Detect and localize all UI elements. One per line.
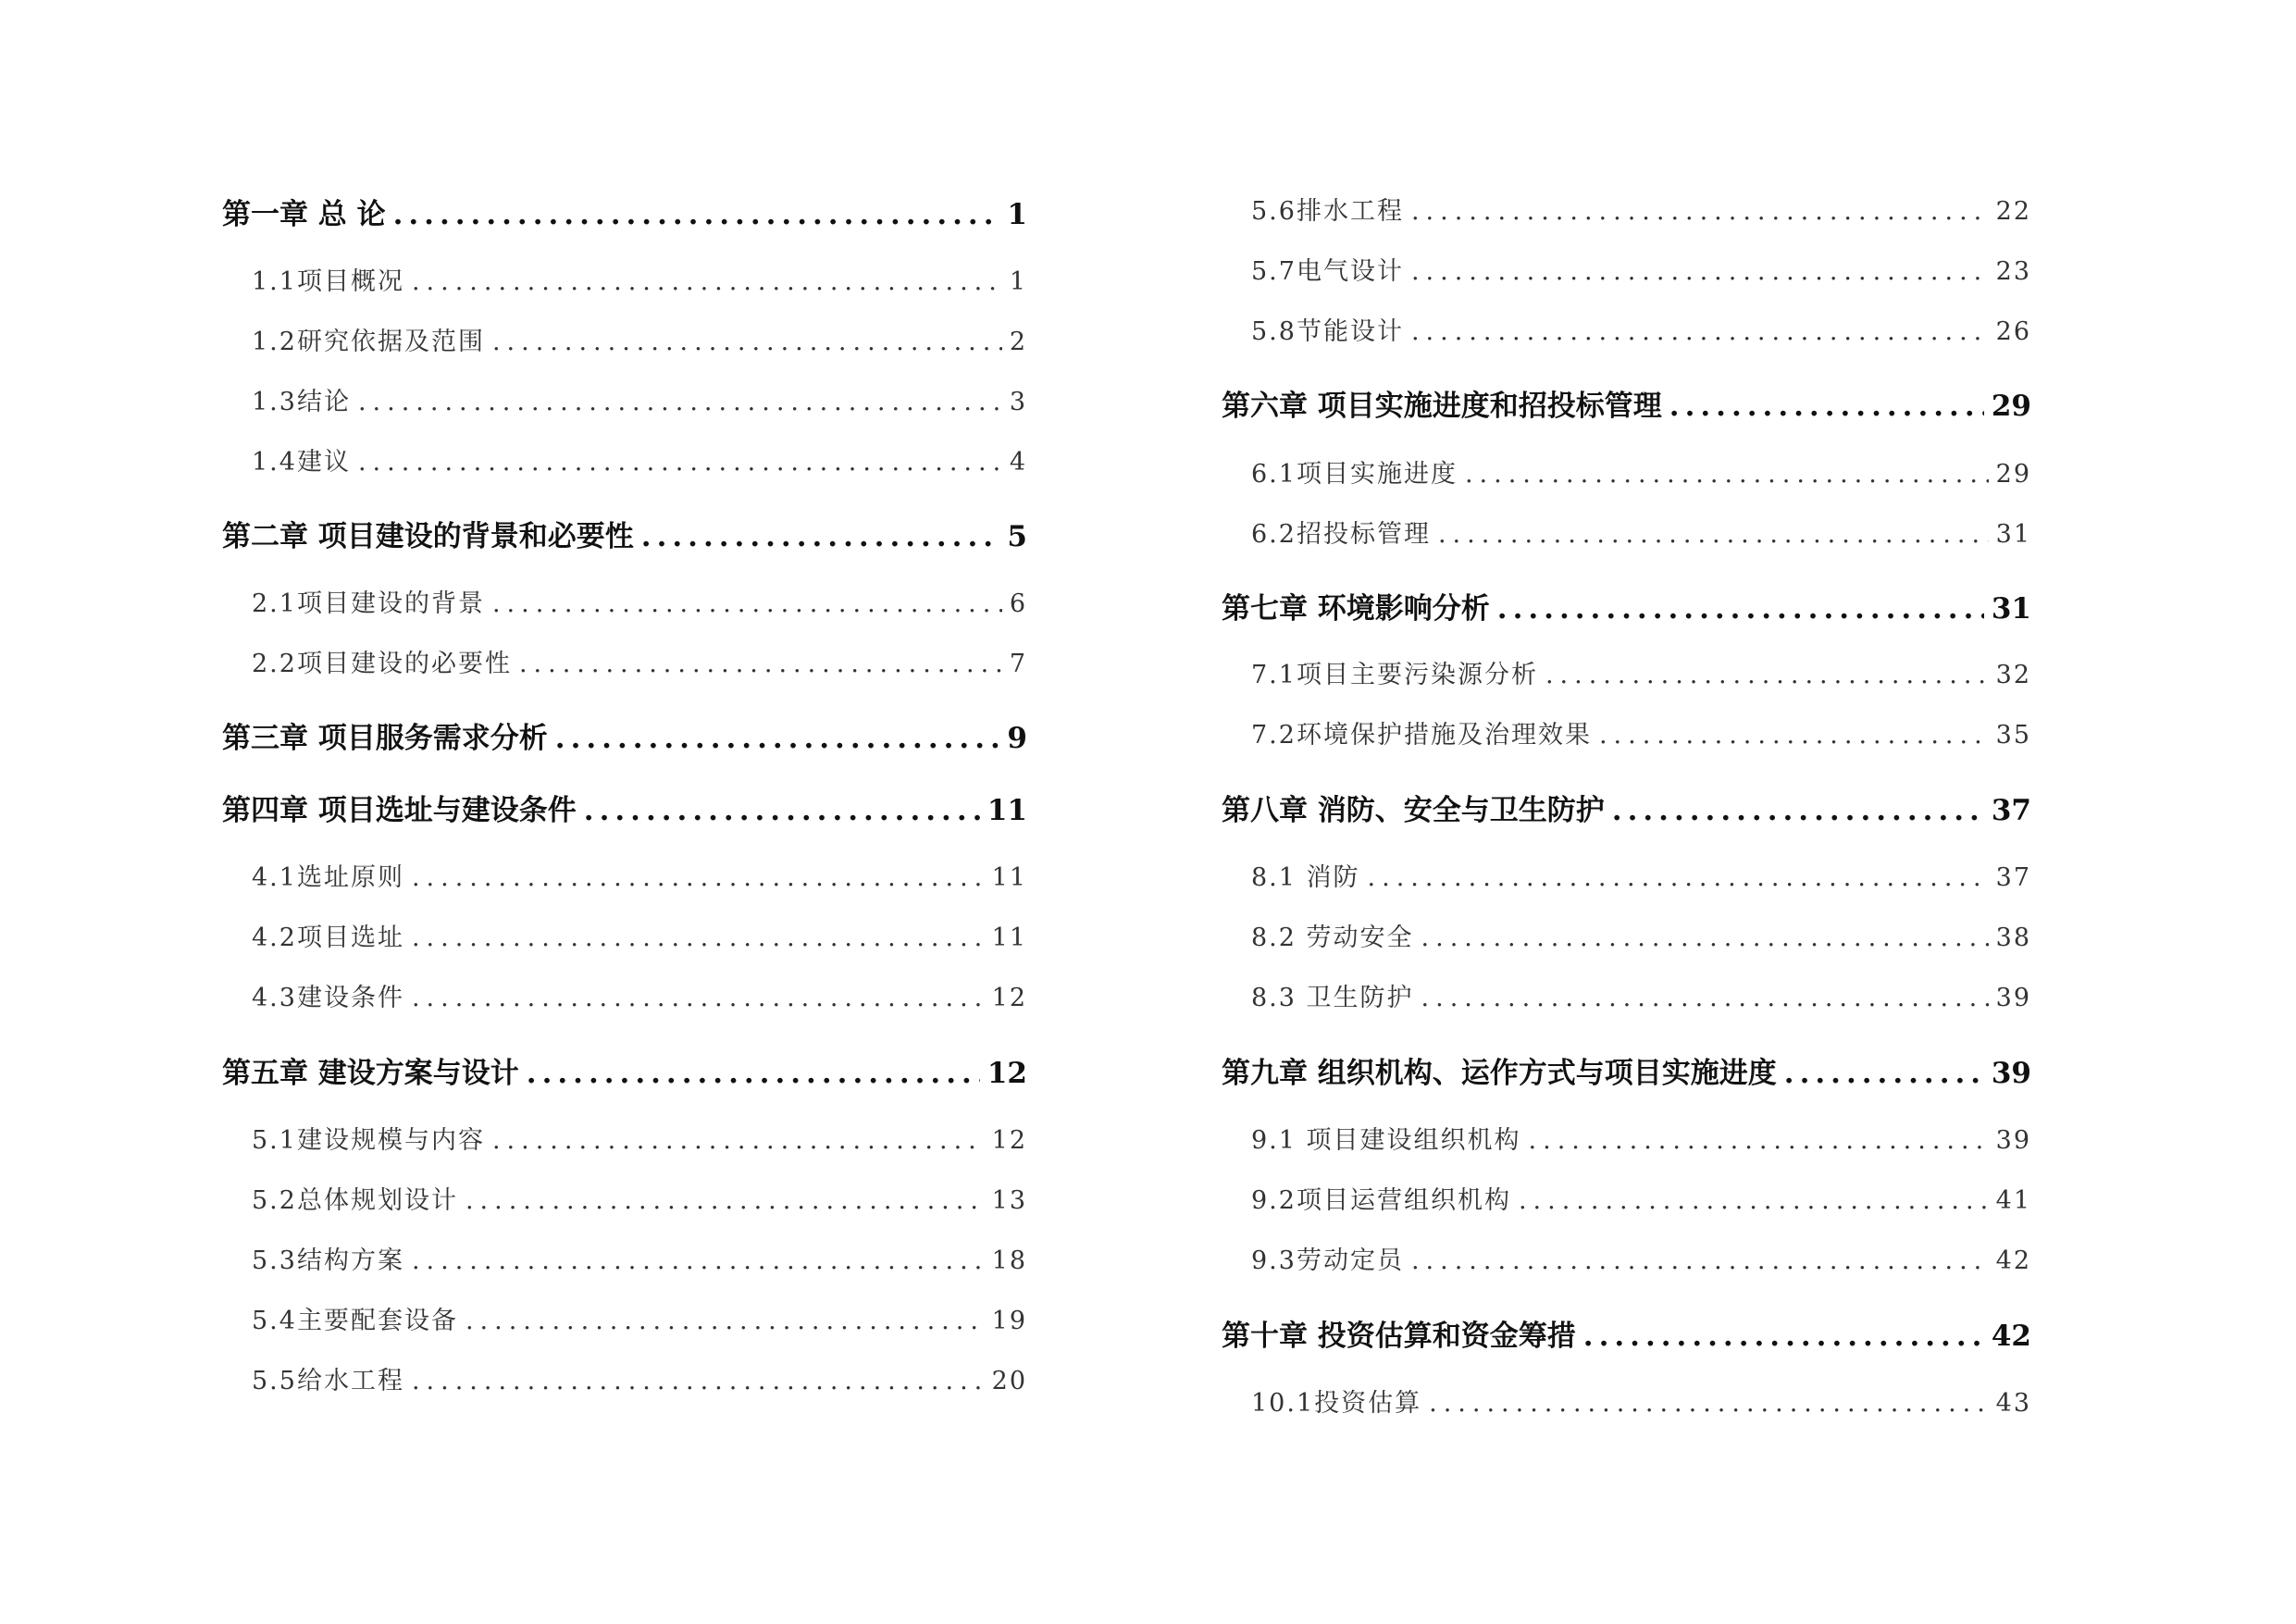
- dot-leader: [492, 328, 1002, 356]
- toc-page-number: 1: [1007, 198, 1027, 231]
- toc-entry-title: 9.2项目运营组织机构: [1251, 1186, 1511, 1215]
- toc-page-number: 11: [987, 794, 1027, 827]
- toc-entry-title: 1.4建议: [252, 448, 351, 477]
- toc-section-entry[interactable]: [222, 643, 1027, 679]
- toc-page-number: 26: [1995, 317, 2031, 346]
- toc-page-number: 7: [1009, 650, 1027, 678]
- dot-leader: [519, 650, 1002, 678]
- dot-leader: [492, 1126, 985, 1155]
- toc-page-number: 29: [1995, 460, 2031, 489]
- toc-page-number: 11: [991, 863, 1027, 892]
- toc-page-number: 3: [1009, 388, 1027, 416]
- toc-entry-title: 6.2招投标管理: [1251, 520, 1431, 549]
- dot-leader: [1429, 1389, 1989, 1418]
- toc-section-entry[interactable]: [1222, 514, 2031, 550]
- toc-chapter-entry[interactable]: [1222, 585, 2031, 626]
- toc-page-number: 31: [1991, 592, 2031, 626]
- toc-section-entry[interactable]: [1222, 251, 2031, 287]
- toc-section-entry[interactable]: [222, 917, 1027, 953]
- toc-chapter-entry[interactable]: [1222, 382, 2031, 424]
- toc-entry-title: 第一章 总 论: [222, 198, 386, 231]
- toc-entry-title: 5.7电气设计: [1251, 257, 1404, 286]
- toc-chapter-entry[interactable]: [222, 787, 1027, 828]
- dot-leader: [1545, 661, 1989, 689]
- dot-leader: [1421, 924, 1989, 952]
- toc-page-number: 43: [1995, 1389, 2031, 1418]
- toc-entry-title: 2.2项目建设的必要性: [252, 650, 512, 678]
- toc-page-number: 11: [991, 924, 1027, 952]
- toc-page-number: 39: [1995, 1126, 2031, 1155]
- dot-leader: [412, 1246, 985, 1275]
- dot-leader: [1599, 721, 1989, 750]
- toc-page-number: 35: [1995, 721, 2031, 750]
- dot-leader: [1519, 1186, 1989, 1215]
- toc-entry-title: 5.2总体规划设计: [252, 1186, 458, 1215]
- toc-entry-title: 1.3结论: [252, 388, 351, 416]
- dot-leader: [1411, 197, 1989, 226]
- toc-entry-title: 5.8节能设计: [1251, 317, 1404, 346]
- toc-section-entry[interactable]: [222, 857, 1027, 893]
- toc-entry-title: 5.6排水工程: [1251, 197, 1404, 226]
- toc-section-entry[interactable]: [1222, 191, 2031, 227]
- toc-page-number: 6: [1009, 589, 1027, 618]
- dot-leader: [1529, 1126, 1989, 1155]
- toc-entry-title: 10.1投资估算: [1251, 1389, 1422, 1418]
- toc-page-number: 12: [987, 1057, 1027, 1090]
- toc-page-number: 32: [1995, 661, 2031, 689]
- toc-chapter-entry[interactable]: [222, 191, 1027, 232]
- dot-leader: [393, 198, 1000, 231]
- toc-entry-title: 第三章 项目服务需求分析: [222, 722, 548, 755]
- dot-leader: [1368, 863, 1989, 892]
- toc-entry-title: 9.3劳动定员: [1251, 1246, 1404, 1275]
- dot-leader: [1612, 794, 1984, 827]
- toc-page-number: 18: [991, 1246, 1027, 1275]
- toc-page-number: 12: [991, 1126, 1027, 1155]
- toc-section-entry[interactable]: [1222, 1382, 2031, 1419]
- dot-leader: [1465, 460, 1989, 489]
- toc-page-number: 39: [1991, 1057, 2031, 1090]
- toc-chapter-entry[interactable]: [1222, 1049, 2031, 1091]
- toc-page-number: 38: [1995, 924, 2031, 952]
- toc-entry-title: 第五章 建设方案与设计: [222, 1057, 519, 1090]
- toc-section-entry[interactable]: [1222, 1240, 2031, 1276]
- toc-entry-title: 7.1项目主要污染源分析: [1251, 661, 1538, 689]
- dot-leader: [1411, 257, 1989, 286]
- toc-section-entry[interactable]: [1222, 1120, 2031, 1156]
- toc-section-entry[interactable]: [222, 1240, 1027, 1276]
- toc-page-number: 42: [1995, 1246, 2031, 1275]
- toc-entry-title: 2.1项目建设的背景: [252, 589, 485, 618]
- toc-entry-title: 1.2研究依据及范围: [252, 328, 485, 356]
- toc-page-number: 37: [1995, 863, 2031, 892]
- toc-entry-title: 第十章 投资估算和资金筹措: [1222, 1320, 1576, 1353]
- toc-chapter-entry[interactable]: [222, 513, 1027, 554]
- dot-leader: [412, 267, 1002, 296]
- toc-entry-title: 5.5给水工程: [252, 1367, 404, 1395]
- toc-page-number: 23: [1995, 257, 2031, 286]
- toc-page-number: 20: [991, 1367, 1027, 1395]
- toc-page-number: 4: [1009, 448, 1027, 477]
- toc-section-entry[interactable]: [222, 977, 1027, 1013]
- toc-entry-title: 4.3建设条件: [252, 984, 404, 1012]
- toc-page-number: 29: [1991, 390, 2031, 423]
- toc-section-entry[interactable]: [222, 1300, 1027, 1336]
- dot-leader: [492, 589, 1002, 618]
- toc-entry-title: 第二章 项目建设的背景和必要性: [222, 520, 634, 553]
- toc-section-entry[interactable]: [222, 583, 1027, 619]
- toc-entry-title: 8.1 消防: [1251, 863, 1360, 892]
- toc-entry-title: 8.3 卫生防护: [1251, 984, 1414, 1012]
- toc-section-entry[interactable]: [1222, 857, 2031, 893]
- dot-leader: [465, 1186, 985, 1215]
- toc-section-entry[interactable]: [1222, 714, 2031, 750]
- toc-page-number: 42: [1991, 1320, 2031, 1353]
- dot-leader: [1438, 520, 1989, 549]
- toc-entry-title: 第四章 项目选址与建设条件: [222, 794, 577, 827]
- toc-page-number: 5: [1007, 520, 1027, 553]
- toc-page-number: 2: [1009, 328, 1027, 356]
- dot-leader: [527, 1057, 980, 1090]
- toc-section-entry[interactable]: [222, 321, 1027, 357]
- dot-leader: [412, 984, 985, 1012]
- dot-leader: [412, 1367, 985, 1395]
- dot-leader: [1583, 1320, 1984, 1353]
- toc-chapter-entry[interactable]: [222, 1049, 1027, 1091]
- dot-leader: [465, 1307, 985, 1335]
- toc-section-entry[interactable]: [222, 1180, 1027, 1216]
- dot-leader: [1784, 1057, 1984, 1090]
- toc-page-number: 13: [991, 1186, 1027, 1215]
- toc-entry-title: 第七章 环境影响分析: [1222, 592, 1490, 626]
- toc-entry-title: 第六章 项目实施进度和招投标管理: [1222, 390, 1662, 423]
- toc-page-number: 37: [1991, 794, 2031, 827]
- dot-leader: [412, 863, 985, 892]
- dot-leader: [1411, 1246, 1989, 1275]
- toc-section-entry[interactable]: [222, 1360, 1027, 1396]
- dot-leader: [1421, 984, 1989, 1012]
- toc-entry-title: 第八章 消防、安全与卫生防护: [1222, 794, 1605, 827]
- toc-page-number: 9: [1007, 722, 1027, 755]
- toc-entry-title: 5.4主要配套设备: [252, 1307, 458, 1335]
- toc-page-number: 39: [1995, 984, 2031, 1012]
- toc-page-number: 1: [1009, 267, 1027, 296]
- toc-section-entry[interactable]: [1222, 1180, 2031, 1216]
- toc-page-number: 41: [1995, 1186, 2031, 1215]
- dot-leader: [1497, 592, 1984, 626]
- toc-entry-title: 1.1项目概况: [252, 267, 404, 296]
- toc-page-number: 22: [1995, 197, 2031, 226]
- dot-leader: [584, 794, 980, 827]
- toc-section-entry[interactable]: [222, 381, 1027, 417]
- toc-chapter-entry[interactable]: [1222, 787, 2031, 828]
- dot-leader: [412, 924, 985, 952]
- toc-page-number: 19: [991, 1307, 1027, 1335]
- toc-section-entry[interactable]: [222, 261, 1027, 297]
- toc-entry-title: 5.1建设规模与内容: [252, 1126, 485, 1155]
- toc-entry-title: 9.1 项目建设组织机构: [1251, 1126, 1521, 1155]
- dot-leader: [641, 520, 1000, 553]
- toc-page-number: 31: [1995, 520, 2031, 549]
- toc-page-number: 12: [991, 984, 1027, 1012]
- toc-chapter-entry[interactable]: [222, 714, 1027, 756]
- dot-leader: [358, 448, 1002, 477]
- toc-entry-title: 7.2环境保护措施及治理效果: [1251, 721, 1592, 750]
- toc-entry-title: 4.2项目选址: [252, 924, 404, 952]
- toc-chapter-entry[interactable]: [1222, 1312, 2031, 1354]
- dot-leader: [358, 388, 1002, 416]
- toc-entry-title: 第九章 组织机构、运作方式与项目实施进度: [1222, 1057, 1777, 1090]
- toc-section-entry[interactable]: [1222, 977, 2031, 1013]
- dot-leader: [555, 722, 1000, 755]
- toc-section-entry[interactable]: [1222, 654, 2031, 690]
- toc-entry-title: 5.3结构方案: [252, 1246, 404, 1275]
- toc-section-entry[interactable]: [222, 1120, 1027, 1156]
- toc-entry-title: 6.1项目实施进度: [1251, 460, 1458, 489]
- toc-section-entry[interactable]: [1222, 311, 2031, 347]
- toc-entry-title: 4.1选址原则: [252, 863, 404, 892]
- toc-entry-title: 8.2 劳动安全: [1251, 924, 1414, 952]
- toc-section-entry[interactable]: [222, 441, 1027, 477]
- toc-section-entry[interactable]: [1222, 917, 2031, 953]
- dot-leader: [1669, 390, 1984, 423]
- dot-leader: [1411, 317, 1989, 346]
- toc-section-entry[interactable]: [1222, 453, 2031, 490]
